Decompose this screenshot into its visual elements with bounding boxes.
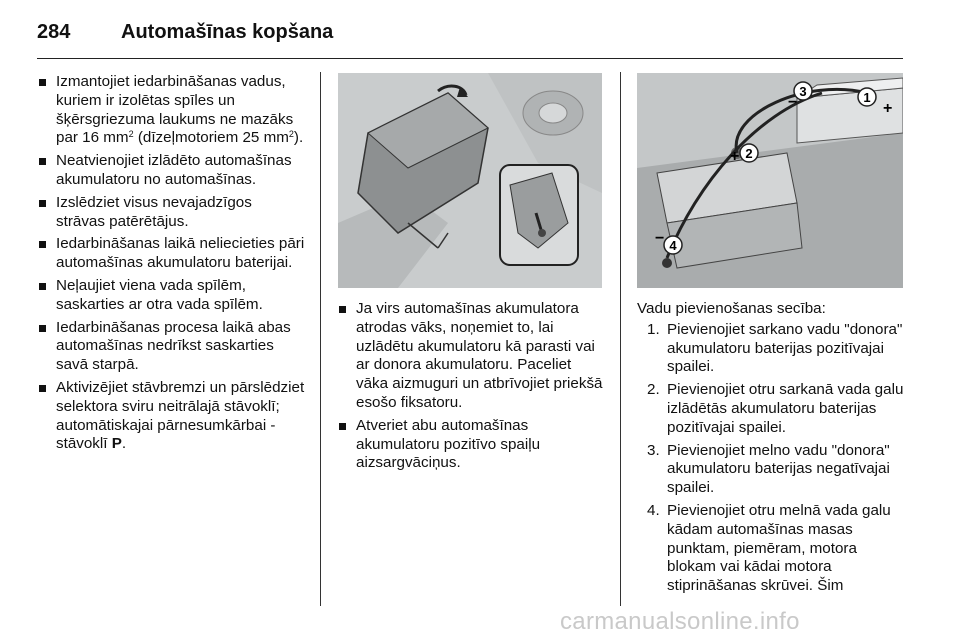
bullet-item-remove-cover: Ja virs automašīnas akumulatora atrodas vāks, noņemiet to, lai uzlādētu akumulatoru kā parasti vai ar donora akumulatoru. Paceliet vāka aizmuguri un atbrīvojiet priekšā esošo fiksatoru. <box>337 300 605 413</box>
svg-text:1: 1 <box>863 90 871 105</box>
minus-sign: − <box>788 94 798 111</box>
svg-text:2: 2 <box>745 146 753 161</box>
bullet-item-dont-disconnect: Neatvienojiet izlādēto automašīnas akumulatoru no automašīnas. <box>37 152 305 190</box>
page-header <box>37 14 903 59</box>
bullet-item-dont-lean: Iedarbināšanas laikā neliecieties pāri automašīnas akumulatoru baterijai. <box>37 235 305 273</box>
plus-sign-2: + <box>730 148 740 165</box>
svg-text:4: 4 <box>669 238 677 253</box>
battery-cover-illustration <box>338 73 602 288</box>
column-divider-1 <box>320 72 321 606</box>
step-item: 4. Pievienojiet otru melnā vada galu kādam automašīnas masas punktam, piemēram, motora blokam vai kādai motora stiprināšanas skrūvei. Šim <box>647 501 891 595</box>
bullet-item-cables: Izmantojiet iedarbināšanas vadus, kuriem ir izolētas spīles un šķērsgriezuma laukums ne mazāks par 16 $mm^2$ (dīzeļmotoriem 25 $mm^2$). <box>37 73 305 148</box>
step-item: 3. Pievienojiet melno vadu "donora" akumulatoru baterijas negatīvajai spailei. <box>647 441 890 497</box>
watermark: carmanualsonline.info <box>560 608 800 635</box>
callout-4 <box>664 236 682 254</box>
bullet-item-parking-brake: Aktivizējiet stāvbremzi un pārslēdziet selektora sviru neitrālajā stāvoklī; automātiskajai pārnesumkārbai - stāvoklī P. <box>37 379 305 454</box>
jump-start-cables-illustration <box>637 73 903 288</box>
column-1 <box>37 73 305 458</box>
column-divider-2 <box>620 72 621 606</box>
steps-intro: Vadu pievienošanas secība: <box>637 300 826 317</box>
bullet-item-clamps: Neļaujiet viena vada spīlēm, saskarties ar otra vada spīlēm. <box>37 277 305 315</box>
bullet-item-vehicles-touch: Iedarbināšanas procesa laikā abas automašīnas nedrīkst saskarties savā starpā. <box>37 319 305 375</box>
plus-sign: + <box>883 100 893 117</box>
step-item: 2. Pievienojiet otru sarkanā vada galu izlādētās akumulatoru baterijas pozitīvajai spailei. <box>647 381 904 436</box>
page-number: 284 <box>37 21 71 43</box>
page-title: Automašīnas kopšana <box>121 21 334 43</box>
callout-2 <box>740 144 758 162</box>
minus-sign-2: − <box>655 230 665 247</box>
bullet-item-switch-off: Izslēdziet visus nevajadzīgos strāvas patērētājus. <box>37 194 305 232</box>
svg-text:3: 3 <box>799 84 807 99</box>
bullet-item-open-caps: Atveriet abu automašīnas akumulatoru pozitīvo spaiļu aizsargvāciņus. <box>337 417 605 473</box>
column-3 <box>637 300 907 600</box>
step-item: 1. Pievienojiet sarkano vadu "donora" akumulatoru baterijas pozitīvajai spailei. <box>647 320 903 376</box>
column-2 <box>337 300 605 477</box>
callout-1 <box>858 88 876 106</box>
